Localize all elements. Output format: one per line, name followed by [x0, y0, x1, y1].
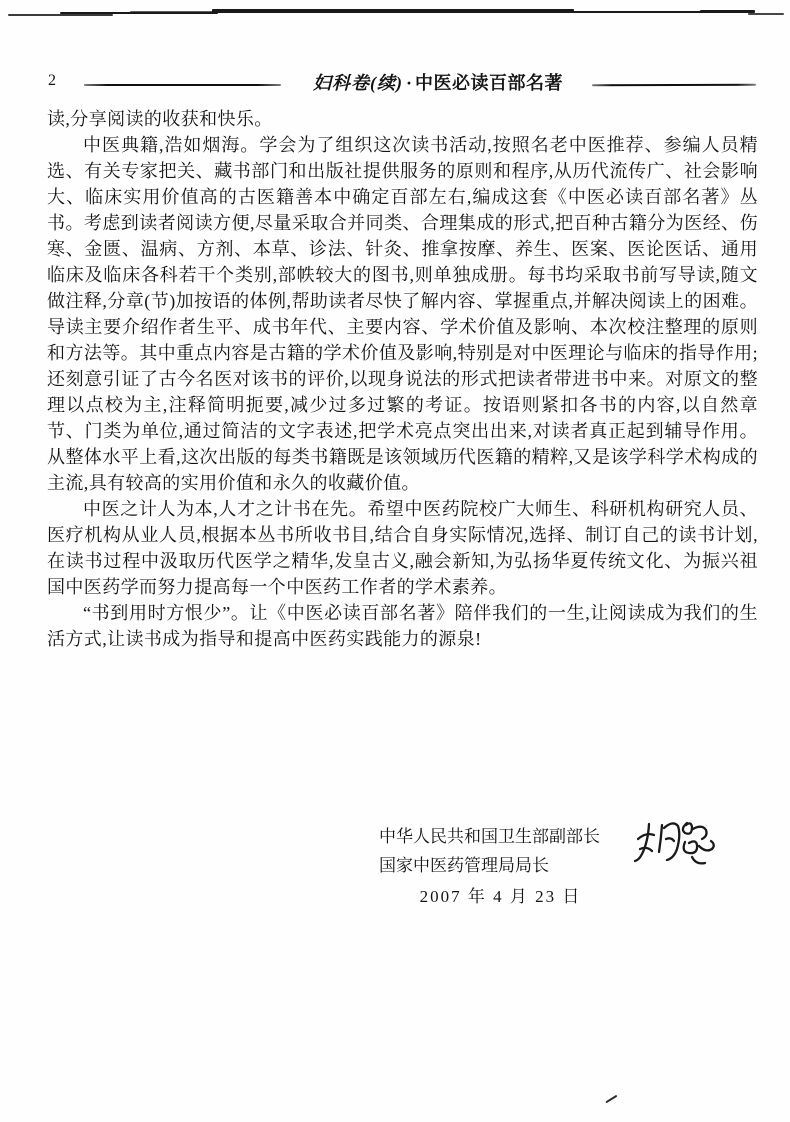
- scan-tick-mark: [605, 1095, 617, 1104]
- running-head-separator: ·: [405, 73, 412, 93]
- scan-artifact-line: [0, 0, 790, 20]
- running-head-series: 中医必读百部名著: [415, 73, 563, 93]
- signature-date: 2007 年 4 月 23 日: [419, 887, 582, 906]
- body-paragraph: 中医典籍,浩如烟海。学会为了组织这次读书活动,按照名老中医推荐、参编人员精选、有关专家把关、藏书部门和出版社提供服务的原则和程序,从历代流传广、社会影响大、临床实用价值高的古医籍善本中确定百部左右,编成这套《中医必读百部名著》丛书。考虑到读者阅读方便,尽量采取合并同类、合理集成的形式,把百种古籍分为医经、伤寒、金匮、温病、方剂、本草、诊法、针灸、推拿按摩、养生、医案、医论医话、通用临床及临床各科若干个类别,部帙较大的图书,则单独成册。每书均采取书前写导读,随文做注释,分章(节)加按语的体例,帮助读者尽快了解内容、掌握重点,并解决阅读上的困难。导读主要介绍作者生平、成书年代、主要内容、学术价值及影响、本次校注整理的原则和方法等。其中重点内容是古籍的学术价值及影响,特别是对中医理论与临床的指导作用;还刻意引证了古今名医对该书的评价,以现身说法的形式把读者带进书中来。对原文的整理以点校为主,注释简明扼要,减少过多过繁的考证。按语则紧扣各书的内容,以自然章节、门类为单位,通过简洁的文字表述,把学术亮点突出出来,对读者真正起到辅导作用。从整体水平上看,这次出版的每类书籍既是该领域历代医籍的精粹,又是该学科学术构成的主流,具有较高的实用价值和永久的收藏价值。: [47, 135, 758, 493]
- preface-body: [47, 106, 758, 652]
- handwritten-signature-icon: [628, 812, 716, 878]
- scan-artifact-segment: [130, 11, 218, 13]
- running-head-volume: 妇科卷(续): [312, 73, 403, 93]
- running-head-rule-left: [84, 84, 281, 86]
- body-paragraph: 中医之计人为本,人才之计书在先。希望中医药院校广大师生、科研机构研究人员、医疗机构从业人员,根据本丛书所收书目,结合自身实际情况,选择、制订自己的读书计划,在读书过程中汲取历代医学之精华,发皇古义,融会新知,为弘扬华夏传统文化、为振兴祖国中医药学而努力提高每一个中医药工作者的学术素养。: [47, 499, 758, 597]
- body-paragraph: “书到用时方恨少”。让《中医必读百部名著》陪伴我们的一生,让阅读成为我们的生活方式,让读书成为指导和提高中医药实践能力的源泉!: [47, 603, 758, 649]
- running-head-rule-right: [592, 84, 756, 87]
- scan-artifact-segment: [8, 14, 113, 16]
- scan-artifact-segment: [700, 10, 755, 13]
- page-number: 2: [48, 72, 56, 89]
- scan-artifact-segment: [212, 9, 574, 13]
- signature-block: [379, 822, 622, 910]
- scan-artifact-segment: [748, 13, 784, 15]
- signatory-title-line2: 国家中医药管理局局长: [379, 856, 549, 875]
- scan-artifact-segment: [568, 11, 708, 13]
- signatory-title-line1: 中华人民共和国卫生部副部长: [379, 827, 600, 846]
- running-head-title: [286, 69, 590, 95]
- body-paragraph: 读,分享阅读的收获和快乐。: [47, 109, 273, 129]
